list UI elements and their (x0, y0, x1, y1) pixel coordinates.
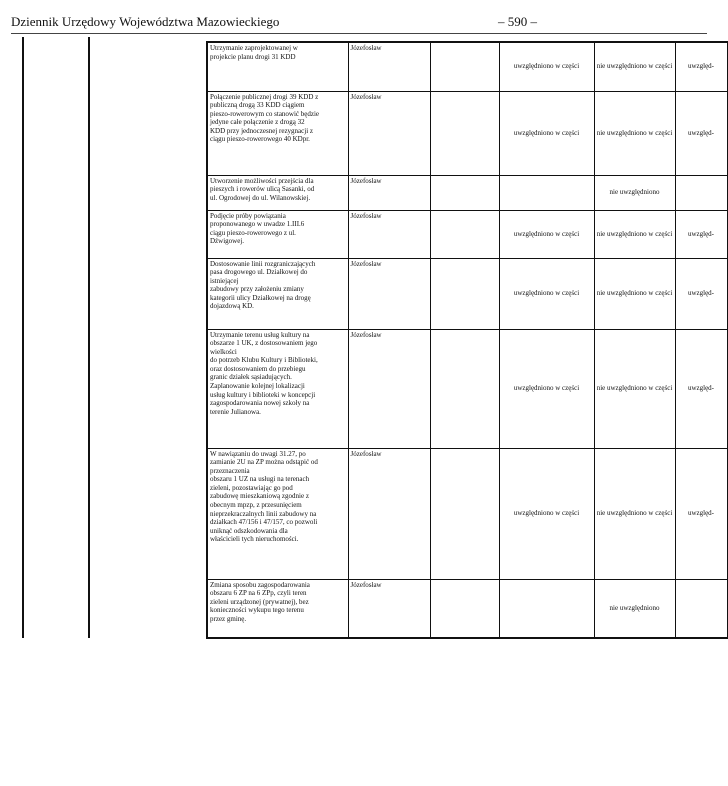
remark-description-line: działkach 47/156 i 47/157, co pozwoli (210, 518, 318, 527)
table-row (207, 258, 727, 329)
decision-cell-1: uwzględniono w części (499, 210, 594, 258)
remark-description-line: obecnym mpzp, z przesunięciem (210, 501, 302, 510)
table-row (207, 210, 727, 258)
remark-description-line: przez gminę. (210, 614, 247, 623)
remark-description-line: właścicieli tych nieruchomości. (210, 535, 299, 544)
locality-cell: Józefosław (348, 329, 430, 448)
decision-cell-2: nie uwzględniono w części (594, 210, 675, 258)
decision-cell-1: uwzględniono w części (499, 91, 594, 175)
remark-description-line: Dźwigowej. (210, 237, 245, 246)
remark-description-line: Zaplanowanie kolejnej lokalizacji (210, 382, 305, 391)
decision-cell-3: uwzględ- (675, 448, 727, 579)
remark-description-line: usług kultury i biblioteki w koncepcji (210, 390, 316, 399)
locality-cell: Józefosław (348, 448, 430, 579)
decision-cell-1: uwzględniono w części (499, 329, 594, 448)
remark-description-line: przeznaczenia (210, 466, 250, 475)
remark-description-line: obszaru 1 UZ na usługi na terenach (210, 475, 310, 484)
remark-description-line: pieszo-rowerowym co stanowić będzie (210, 109, 320, 118)
decision-cell-2: nie uwzględniono w części (594, 448, 675, 579)
empty-cell (430, 175, 499, 210)
locality-cell: Józefosław (348, 258, 430, 329)
decision-cell-3: uwzględ- (675, 91, 727, 175)
remark-description-line: W nawiązaniu do uwagi 31.27, po (210, 449, 306, 458)
remark-description-line: obszaru 6 ZP na 6 ZPp, czyli teren (210, 589, 307, 598)
remark-description-line: ciągu pieszo-rowerowego 40 KDpr. (210, 135, 310, 144)
remark-description-line: Utrzymanie terenu usług kultury na (210, 330, 310, 339)
empty-cell (430, 210, 499, 258)
empty-cell (430, 329, 499, 448)
remark-description-cell (207, 42, 348, 91)
locality-cell: Józefosław (348, 91, 430, 175)
remark-description-line: Połączenie publicznej drogi 39 KDD z (210, 92, 319, 101)
remark-description-line: oraz dostosowaniem do przebiegu (210, 364, 306, 373)
remark-description-line: Utrzymanie zaprojektowanej w (210, 44, 298, 52)
remark-description-line: konieczności wykupu tego terenu (210, 606, 304, 615)
table-row (207, 579, 727, 638)
remark-description-cell (207, 210, 348, 258)
remark-description-line: do potrzeb Klubu Kultury i Biblioteki, (210, 356, 318, 365)
remark-description-line: Podjęcie próby powiązania (210, 211, 286, 220)
page-number: – 590 – (498, 14, 537, 29)
page-header (0, 0, 707, 36)
remark-description-line: pieszych i rowerów ulicą Sasanki, od (210, 185, 315, 194)
decision-cell-1: uwzględniono w części (499, 258, 594, 329)
decision-cell-1 (499, 175, 594, 210)
remark-description-line: zamianie 2U na ZP można odstąpić od (210, 458, 318, 467)
remark-description-cell (207, 579, 348, 638)
locality-cell: Józefosław (348, 175, 430, 210)
remark-description-cell (207, 448, 348, 579)
empty-cell (430, 91, 499, 175)
remark-description-line: ul. Ogrodowej do ul. Wilanowskiej. (210, 193, 311, 202)
remark-description-line: dojazdową KD. (210, 302, 254, 311)
empty-cell (430, 258, 499, 329)
empty-cell (430, 42, 499, 91)
remark-description-line: obszarze 1 UK, z dostosowaniem jego (210, 339, 318, 348)
table-row (207, 329, 727, 448)
remark-description-line: zabudowy przy założeniu zmiany (210, 285, 304, 294)
remark-description-line: KDD przy jednoczesnej rezygnacji z (210, 126, 314, 135)
remark-description-line: publiczną drogą 33 KDD ciągiem (210, 101, 305, 110)
remark-description-line: terenie Julianowa. (210, 407, 261, 416)
decision-cell-2: nie uwzględniono w części (594, 91, 675, 175)
remark-description-cell (207, 258, 348, 329)
decision-cell-3: uwzględ- (675, 258, 727, 329)
remark-description-cell (207, 175, 348, 210)
journal-title: Dziennik Urzędowy Województwa Mazowieckiego (11, 14, 280, 29)
decision-cell-3: uwzględ- (675, 210, 727, 258)
remark-description-line: kategorii ulicy Działkowej na drogę (210, 293, 311, 302)
locality-cell: Józefosław (348, 579, 430, 638)
remark-description-line: jedyne całe połączenie z drogą 32 (210, 118, 305, 127)
header-rule (11, 33, 707, 34)
decision-cell-2: nie uwzględniono w części (594, 258, 675, 329)
remarks-table-body (207, 42, 727, 638)
decision-cell-3 (675, 579, 727, 638)
locality-cell: Józefosław (348, 42, 430, 91)
remark-description-line: ciągu pieszo-rowerowego z ul. (210, 228, 296, 237)
empty-cell (430, 448, 499, 579)
remark-description-line: nieprzekraczalnych linii zabudowy na (210, 509, 317, 518)
remark-description-line: proponowanego w uwadze 1.III.6 (210, 220, 305, 229)
remark-description-line: zieleni urządzonej (prywatnej), bez (210, 597, 309, 606)
table-row (207, 42, 727, 91)
remark-description-line: granic działek sąsiadujących. (210, 373, 292, 382)
table-row (207, 448, 727, 579)
decision-cell-1: uwzględniono w części (499, 42, 594, 91)
remark-description-line: uniknąć odszkodowania dla (210, 526, 288, 535)
decision-cell-2: nie uwzględniono w części (594, 329, 675, 448)
decision-cell-2: nie uwzględniono w części (594, 42, 675, 91)
remark-description-line: zieleni, pozostawiając go pod (210, 483, 293, 492)
decision-cell-2: nie uwzględniono (594, 175, 675, 210)
remark-description-line: Dostosowanie linii rozgraniczających (210, 259, 316, 268)
table-row (207, 175, 727, 210)
decision-cell-1 (499, 579, 594, 638)
remarks-table (206, 41, 728, 639)
margin-line-right (88, 37, 90, 638)
decision-cell-3: uwzględ- (675, 42, 727, 91)
remark-description-cell (207, 91, 348, 175)
remark-description-cell (207, 329, 348, 448)
table-row (207, 91, 727, 175)
remark-description-line: zagospodarowania nowej szkoły na (210, 399, 310, 408)
remark-description-line: pasa drogowego ul. Działkowej do (210, 268, 308, 277)
remark-description-line: zabudowę mieszkaniową zgodnie z (210, 492, 309, 501)
empty-cell (430, 579, 499, 638)
locality-cell: Józefosław (348, 210, 430, 258)
margin-line-left (22, 37, 24, 638)
decision-cell-1: uwzględniono w części (499, 448, 594, 579)
remark-description-line: projekcie planu drogi 31 KDD (210, 52, 296, 61)
remark-description-line: istniejącej (210, 276, 239, 285)
remark-description-line: Utworzenie możliwości przejścia dla (210, 176, 314, 185)
remark-description-line: wielkości (210, 347, 237, 356)
decision-cell-2: nie uwzględniono (594, 579, 675, 638)
remark-description-line: Zmiana sposobu zagospodarowania (210, 580, 310, 589)
decision-cell-3: uwzględ- (675, 329, 727, 448)
decision-cell-3 (675, 175, 727, 210)
